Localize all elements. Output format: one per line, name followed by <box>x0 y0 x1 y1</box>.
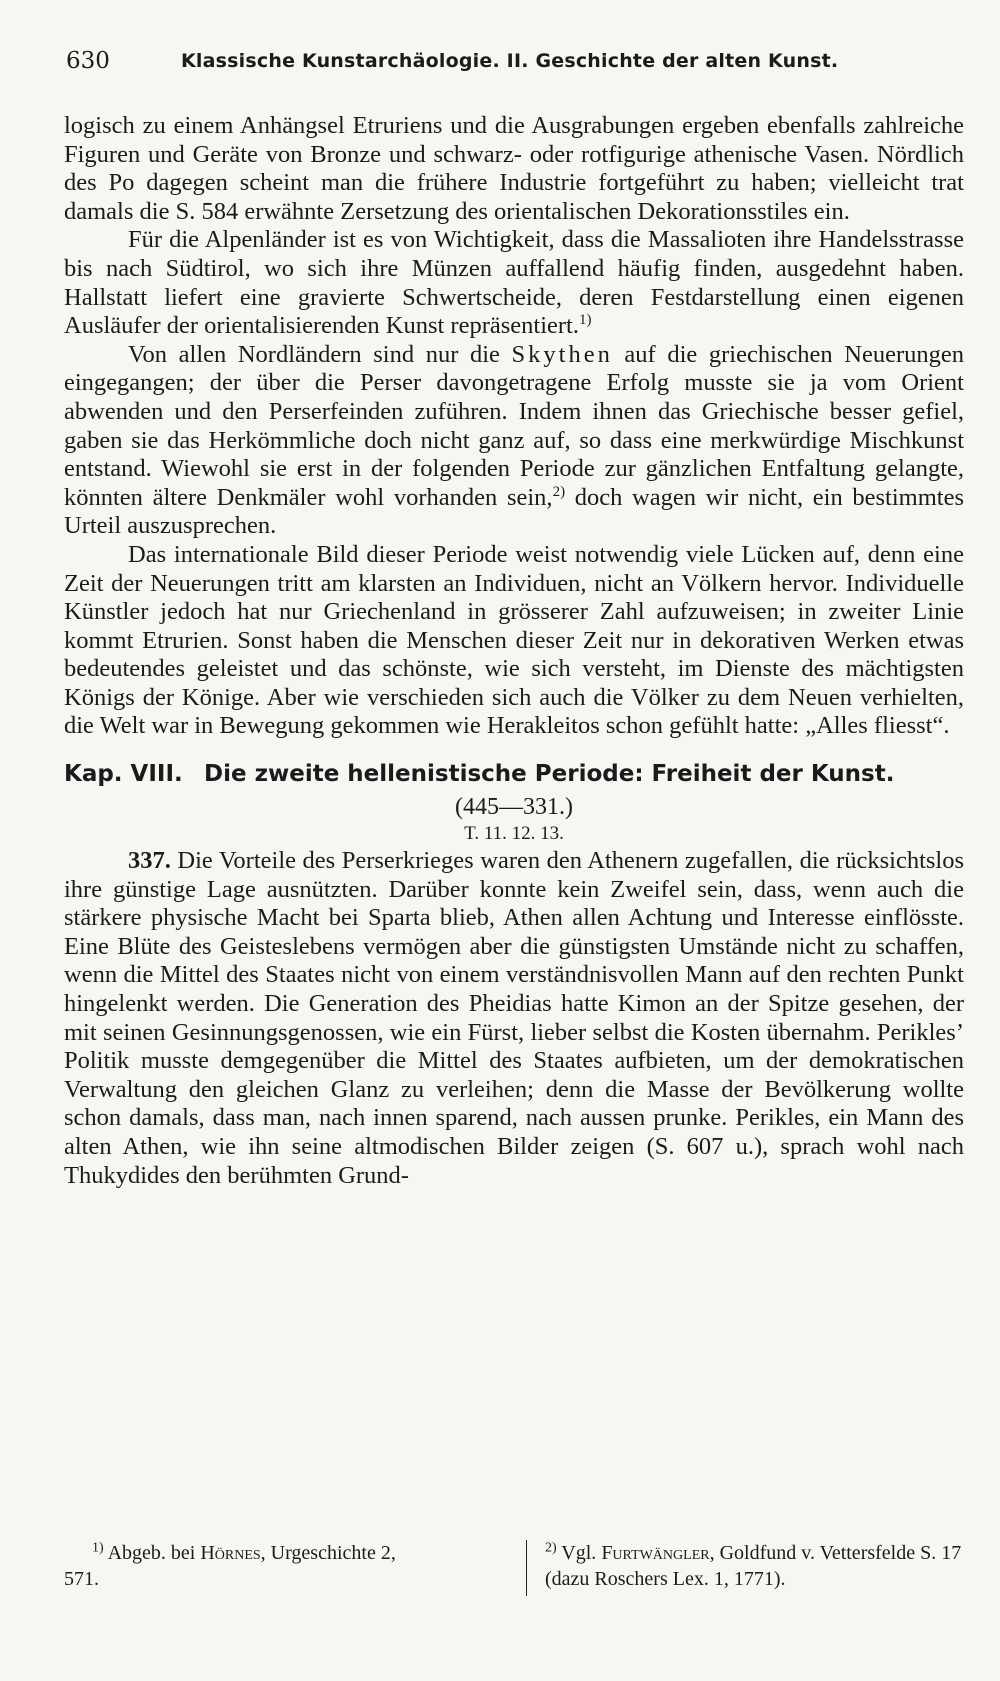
section-number: 337. <box>128 847 171 875</box>
footnote-2-mark: 2) <box>545 1540 557 1556</box>
paragraph-3-text-b: auf die griechischen Neuerungen eingegangen; der über die Perser davongetragene Erfolg musste sie ja vom Orient abwenden und den Perserfeinden zuführen. Indem ihnen das Griechische besser gefiel, gaben sie das Herkömmliche doch nicht ganz auf, so dass eine merkwürdige Mischkunst entstand. Wiewohl sie erst in der folgenden Periode zur gänzlichen Entfaltung gelangte, könnten ältere Denkmäler wohl vorhanden sein, <box>64 340 964 511</box>
section-337 <box>64 847 964 1190</box>
footnote-2-author: Furtwängler <box>601 1542 710 1564</box>
page-number: 630 <box>66 48 110 74</box>
paragraph-3-text-c: doch wagen wir nicht, ein bestimmtes Urteil auszusprechen. <box>64 483 964 540</box>
spaced-term: Skythen <box>511 340 613 368</box>
page-header <box>66 48 926 84</box>
paragraph-3 <box>64 341 964 541</box>
footnote-1-continuation: 571. <box>64 1568 99 1590</box>
footnote-1 <box>64 1540 504 1592</box>
paragraph-2-text: Für die Alpenländer ist es von Wichtigkeit, dass die Massalioten ihre Handelsstrasse bis nach Südtirol, wo sich ihre Münzen auffallend häufig finden, ausgedehnt haben. Hallstatt liefert eine gravierte Schwertscheide, deren Festdarstellung einen eigenen Ausläufer der orientalisierenden Kunst repräsentiert. <box>64 226 964 340</box>
footnote-2 <box>526 1540 983 1596</box>
paragraph-2 <box>64 226 964 340</box>
footnotes <box>64 1540 964 1620</box>
paragraph-4: Das internationale Bild dieser Periode weist notwendig viele Lücken auf, denn eine Zeit der Neuerungen tritt am klarsten an Individuen, nicht an Völkern hervor. Individuelle Künstler jedoch hat nur Griechenland in grösserer Zahl aufzuweisen; in zweiter Linie kommt Etrurien. Sonst haben die Menschen dieser Zeit nur in dekorativen Werken etwas bedeutendes geleistet und das schönste, wie sich versteht, im Dienste des mächtigsten Königs der Könige. Aber wie verschieden sich auch die Völker zu dem Neuen verhielten, die Welt war in Bewegung gekommen wie Herakleitos schon gefühlt hatte: „Alles fliesst“. <box>64 540 964 740</box>
chapter-title: Die zweite hellenistische Periode: Freiheit der Kunst. <box>204 761 895 788</box>
running-title: Klassische Kunstarchäologie. II. Geschichte der alten Kunst. <box>181 50 839 72</box>
paragraph-3-text-a: Von allen Nordländern sind nur die <box>128 340 512 368</box>
chapter-heading <box>64 759 964 789</box>
paragraph-1: logisch zu einem Anhängsel Etruriens und die Ausgrabungen ergeben ebenfalls zahlreiche Figuren und Geräte von Bronze und schwarz- oder rotfigurige athenische Vasen. Nördlich des Po dagegen scheint man die frühere Industrie fortgeführt zu haben; vielleicht trat damals die S. 584 erwähnte Zersetzung des orientalischen Dekorationsstiles ein. <box>64 112 964 225</box>
footnote-1-author: Hörnes <box>200 1542 261 1564</box>
footnote-2-text-b: , Goldfund v. Vettersfelde S. 17 (dazu Roschers Lex. 1, 1771). <box>545 1542 962 1590</box>
chapter-label: Kap. VIII. <box>64 761 183 788</box>
footnote-1-mark: 1) <box>92 1540 104 1556</box>
footnote-1-text-a: Abgeb. bei <box>103 1542 201 1564</box>
main-text <box>64 112 964 1190</box>
footnote-ref-1: 1) <box>578 312 592 328</box>
footnote-2-text-a: Vgl. <box>556 1542 602 1564</box>
chapter-years: (445—331.) <box>455 794 573 821</box>
footnote-ref-2: 2) <box>552 483 566 500</box>
footnote-1-text-b: , Urgeschichte 2, <box>260 1542 396 1564</box>
section-text: Die Vorteile des Perserkrieges waren den Athenern zugefallen, die rücksichtslos ihre günstige Lage ausnützten. Darüber konnte kein Zweifel sein, dass, wenn auch die stärkere physische Macht bei Sparta blieb, Athen allen Achtung und Interesse einflösste. Eine Blüte des Geisteslebens vermögen aber die günstigsten Umstände nicht zu schaffen, wenn die Mittel des Staates nicht von einem verständnisvollen Mann auf den rechten Punkt hingelenkt werden. Die Generation des Pheidias hatte Kimon an der Spitze gesehen, der mit seinen Gesinnungsgenossen, wie ein Fürst, lieber selbst die Kosten übernahm. Perikles’ Politik musste demgegenüber die Mittel des Staates aufbieten, um der demokratischen Verwaltung den gleichen Glanz zu verleihen; denn die Masse der Bevölkerung wollte schon damals, dass man, nach innen sparend, nach aussen prunke. Perikles, ein Mann des alten Athen, wie ihn seine altmodischen Bilder zeigen (S. 607 u.), sprach wohl nach Thukydides den berühmten Grund- <box>64 847 964 1189</box>
table-reference: T. 11. 12. 13. <box>464 823 564 845</box>
